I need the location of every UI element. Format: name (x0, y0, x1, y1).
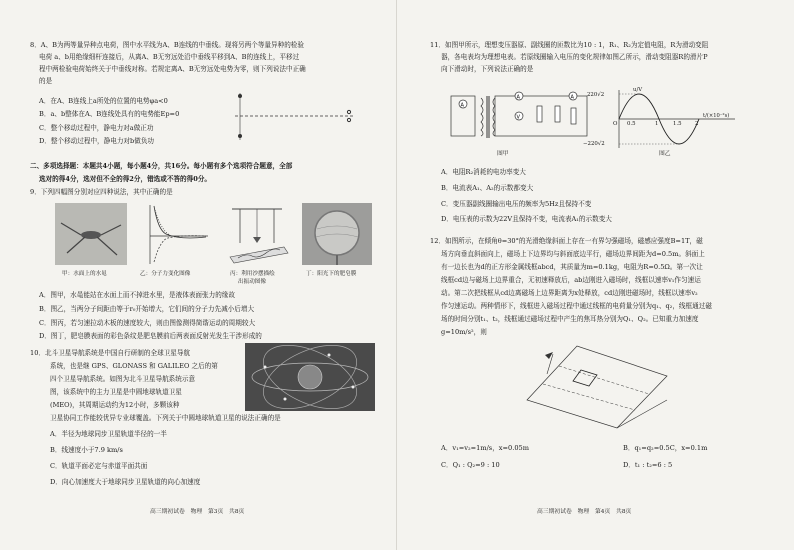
waveform-x-axis-label: t/(×10⁻²s) (703, 113, 730, 119)
q9-caption-ding: 丁：阳光下的肥皂膜 (306, 271, 357, 277)
q8-option-c: C．整个移动过程中，静电力对a做正功 (39, 124, 154, 132)
right-page-footer: 高三期初试卷 物理 第4页 共8页 (537, 509, 632, 515)
q12-line7: 场的时间分别t₁、t₂，线框通过磁场过程中产生的焦耳热分别为Q₁、Q₂。已知重力加速度 (441, 315, 699, 323)
q8-option-d: D．整个移动过程中，静电力对b做负功 (39, 137, 155, 145)
molecular-force-graph (140, 200, 210, 268)
q12-line3: 有一边长也为d的正方形金属线框abcd，其质量为m=0.1kg，电阻为R=0.5Ω。第一次让 (441, 263, 703, 271)
q11-option-b: B．电流表A₁、A₂的示数都变大 (441, 184, 534, 192)
q12-option-b: B．q₁=q₂=0.5C，x=0.1m (623, 444, 708, 452)
q8-option-b: B．a、b整体在A、B连线处具有的电势能Ep=0 (39, 110, 180, 118)
q9-caption-bing: 丙：利用沙摆描绘 (230, 271, 275, 277)
waveform-y-max: 220√2 (587, 92, 605, 98)
q9-option-d: D．图丁，肥皂膜表面的彩色条纹是肥皂膜前后两表面反射光发生干涉形成的 (39, 332, 262, 340)
q10-line4: 图，该系统中的主力卫星是中圆地球轨道卫星 (50, 388, 182, 396)
q12-line8: g=10m/s²，则 (441, 328, 487, 336)
q12-line5: 动。第二次把线框从cd边离磁场上边界距离为x处释放，cd边刚进磁场时，线框以速率v₂ (441, 289, 698, 297)
q8-line1: 8．A、B为两等量异种点电荷，图中水平线为A、B连线的中垂线。现将另两个等量异种的检验 (30, 41, 304, 49)
inclined-plane-figure (517, 340, 677, 430)
waveform-tick-1: 1 (655, 121, 659, 127)
q9-option-c: C．图丙，若匀速拉动木板的速度较大，则由图像测得简谐运动的周期较大 (39, 319, 256, 327)
transformer-circuit-figure (447, 88, 597, 146)
soap-film-photo (302, 203, 372, 265)
sand-pendulum-figure (222, 203, 294, 265)
left-page-footer: 高三期初试卷 物理 第3页 共8页 (150, 509, 245, 515)
waveform-tick-0-5: 0.5 (627, 121, 636, 127)
q10-option-b: B．线速度小于7.9 km/s (50, 446, 123, 454)
q10-line2: 系统，也是继 GPS、GLONASS 和 GALILEO 之后的第 (50, 362, 218, 370)
beidou-satellite-image (245, 343, 375, 411)
q12-option-d: D．t₁ : t₂=6 : 5 (623, 461, 673, 469)
q8-line4: 的是 (39, 77, 53, 85)
q10-line6: 卫星协同工作能较优异专业球覆盖。下列关于中圆地球轨道卫星的说法正确的是 (50, 414, 281, 422)
svg-text:V: V (516, 114, 520, 121)
q8-charges-figure (215, 88, 365, 143)
q12-line6: 作匀速运动。两种情形下，线框进入磁场过程中通过线框的电荷量分别为q₁、q₂，线框通过磁 (441, 302, 712, 310)
water-strider-icon (55, 203, 127, 265)
svg-text:A: A (460, 102, 464, 109)
svg-text:A: A (570, 94, 574, 101)
q8-line3: 程中两检验电荷始终关于中垂线对称。若规定离A、B无穷远处电势为零，则下列说法中正确 (39, 65, 306, 73)
q10-option-c: C．轨道平面必定与赤道平面共面 (50, 462, 148, 470)
figure-yi-label: 图乙 (659, 151, 671, 157)
figure-jia-label: 图甲 (497, 151, 509, 157)
section2-line1: 二、多项选择题：本题共4小题，每小题4分，共16分。每小题有多个选项符合题意，全部 (30, 162, 293, 170)
q8-option-a: A．在A、B连线上a所处的位置的电势φa<0 (39, 97, 168, 105)
water-strider-photo (55, 203, 127, 265)
q11-option-d: D．电压表的示数为22V且保持不变，电流表A₁的示数变大 (441, 215, 612, 223)
q12-option-a: A．v₁=v₂=1m/s，x=0.05m (441, 444, 529, 452)
svg-text:A: A (516, 94, 520, 101)
section2-line2: 选对的得4分，选对但不全的得2分，错选或不答的得0分。 (39, 175, 212, 183)
q9-caption-bing-2: 出振动图像 (238, 279, 266, 285)
q12-option-c: C．Q₁ : Q₂=9 : 10 (441, 461, 500, 469)
right-page (397, 0, 794, 550)
q10-line1: 10．北斗卫星导航系统是中国自行研制的全球卫星导航 (30, 349, 191, 357)
q11-option-a: A．电阻R₂消耗的电功率变大 (441, 168, 526, 176)
q9-option-b: B．图乙，当两分子间距由等于r₀开始增大，它们间的分子力先减小后增大 (39, 305, 255, 313)
waveform-y-min: −220√2 (583, 141, 605, 147)
q9-stem: 9．下列四幅图分别对应四种说法，其中正确的是 (30, 188, 173, 196)
q9-option-a: A．图甲，水黾能站在水面上而不掉进水里，是液体表面张力的缘故 (39, 291, 235, 299)
q12-line2: 场方向垂直斜面向上，磁场上下边界均与斜面底边平行，磁场边界间距为d=0.5m。斜面上 (441, 250, 705, 258)
satellite-orbits-icon (245, 343, 375, 411)
waveform-tick-1-5: 1.5 (673, 121, 682, 127)
q11-line3: 向下滑动时，下列说法正确的是 (441, 65, 534, 73)
q12-line4: 线框cd边与磁场上边界重合，无初速释放后，ab边刚进入磁场时，线框以速率v₁作匀速运 (441, 276, 701, 284)
q12-line1: 12．如图所示，在倾角θ=30°的光滑绝缘斜面上存在一有界匀强磁场，磁感应强度B=1T，磁 (430, 237, 703, 245)
waveform-y-axis-label: u/V (633, 87, 643, 93)
q11-line1: 11．如图甲所示，理想变压器原、副线圈的匝数比为10 : 1，R₁、R₂为定值电阻，R为滑动变阻 (430, 41, 709, 49)
soap-film-icon (302, 203, 372, 265)
q10-line5: (MEO)，其周期运动约为12小时，多颗该种 (50, 401, 180, 409)
q9-caption-jia: 甲：水面上的水黾 (62, 271, 107, 277)
q10-option-a: A．半径为地球同步卫星轨道半径的一半 (50, 430, 167, 438)
q11-line2: 器，各电表均为理想电表。若原线圈输入电压的变化规律如图乙所示，滑动变阻器R的滑片P (441, 53, 708, 61)
waveform-origin: O (613, 121, 618, 127)
q10-line3: 四个卫星导航系统。如图为北斗卫星导航系统示意 (50, 375, 196, 383)
q10-option-d: D．向心加速度大于地球同步卫星轨道的向心加速度 (50, 478, 201, 486)
q11-option-c: C．变压器副线圈输出电压的频率为5Hz且保持不变 (441, 200, 592, 208)
q8-line2: 电荷 a、b用绝缘细杆连接后，从离A、B无穷远处沿中垂线平移到A、B的连线上，平移过 (39, 53, 300, 61)
waveform-tick-2: 2 (695, 121, 699, 127)
q9-caption-yi: 乙：分子力变化图像 (140, 271, 191, 277)
